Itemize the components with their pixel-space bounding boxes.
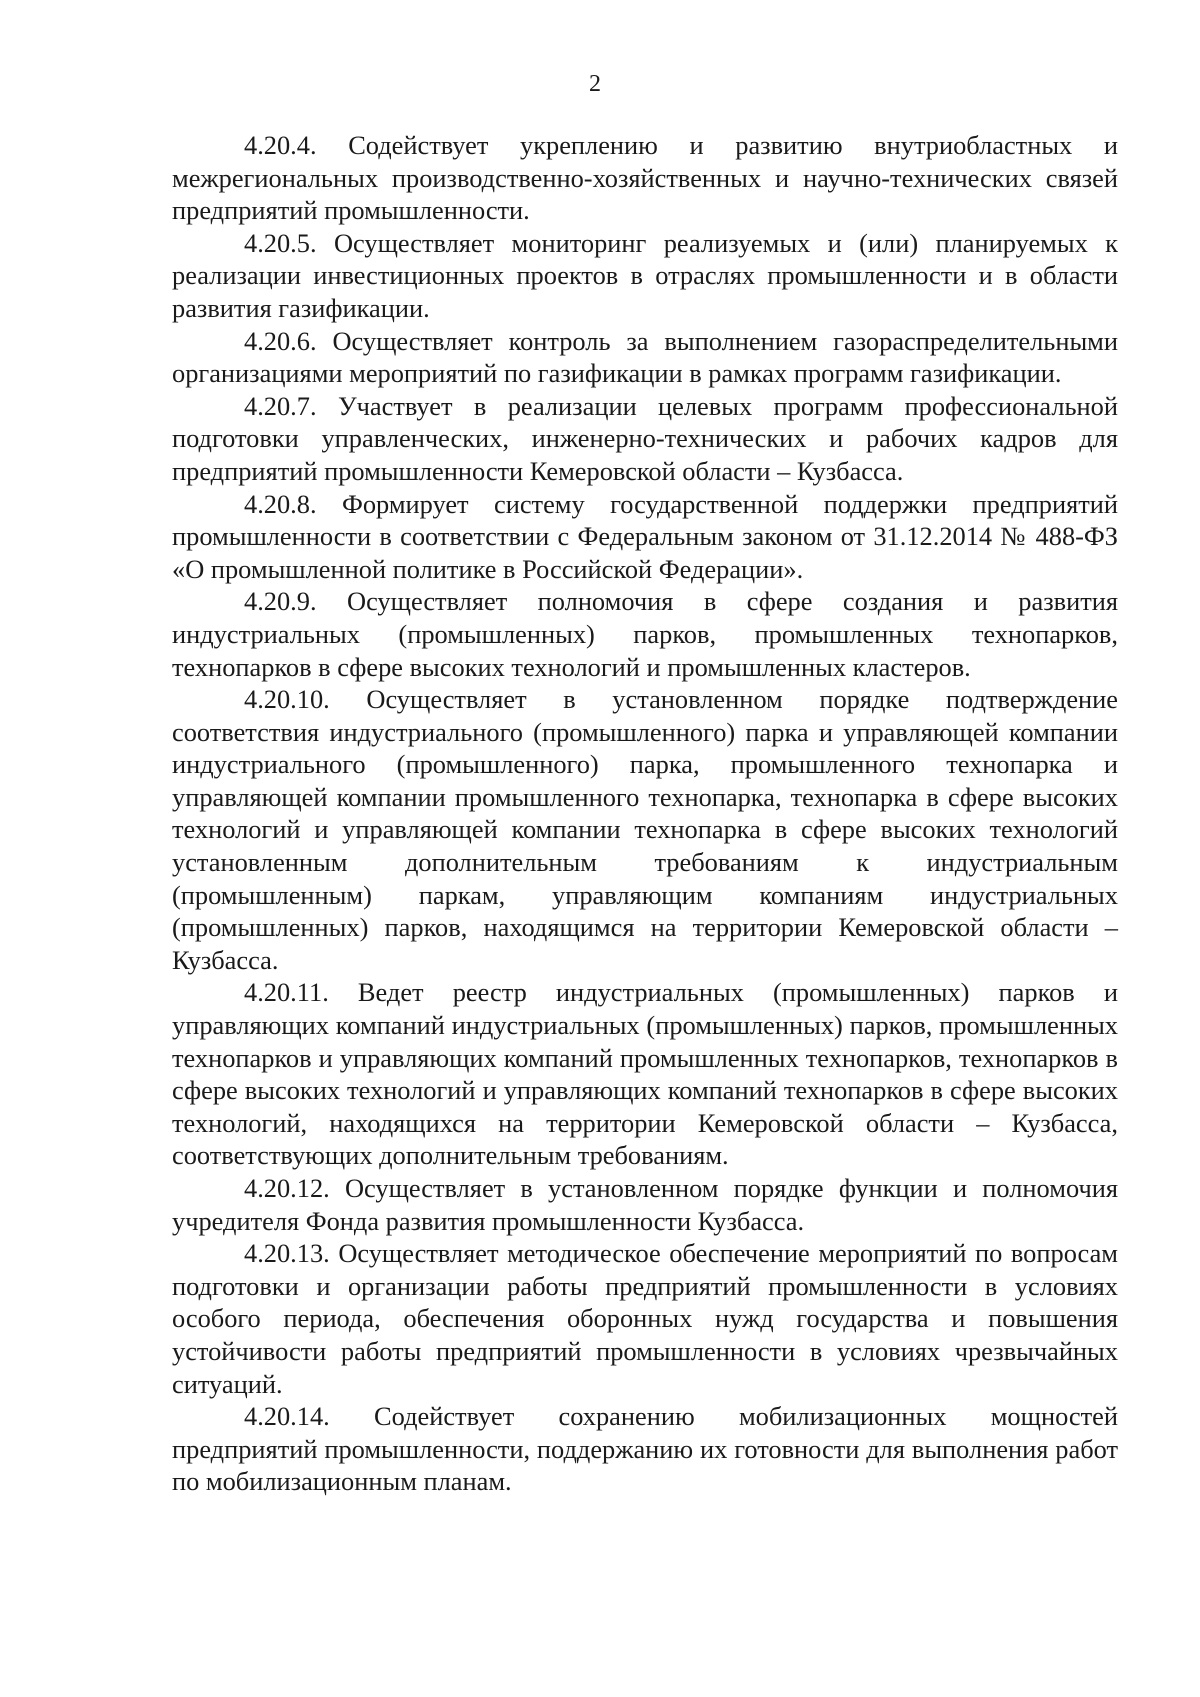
paragraph-4-20-4: 4.20.4. Содействует укреплению и развитию внутриобластных и межрегиональных производственно-хозяйственных и научно-технических связей предприятий промышленности. [172,130,1118,226]
page-number: 2 [589,71,601,97]
paragraph-4-20-5: 4.20.5. Осуществляет мониторинг реализуемых и (или) планируемых к реализации инвестиционных проектов в отраслях промышленности и в области развития газификации. [172,227,1118,323]
paragraph-4-20-14: 4.20.14. Содействует сохранению мобилизационных мощностей предприятий промышленности, поддержанию их готовности для выполнения работ по мобилизационным планам. [172,1401,1118,1497]
document-body [172,129,1118,1498]
paragraph-4-20-8: 4.20.8. Формирует систему государственной поддержки предприятий промышленности в соответствии с Федеральным законом от 31.12.2014 № 488-ФЗ «О промышленной политике в Российской Федерации». [172,488,1118,584]
paragraph-4-20-12: 4.20.12. Осуществляет в установленном порядке функции и полномочия учредителя Фонда развития промышленности Кузбасса. [172,1173,1118,1236]
paragraph-4-20-10: 4.20.10. Осуществляет в установленном порядке подтверждение соответствия индустриального (промышленного) парка и управляющей компании индустриального (промышленного) парка, промышленного технопарка и управляющей компании промышленного технопарка, технопарка в сфере высоких технологий и управляющей компании технопарка в сфере высоких технологий установленным дополнительным требованиям к индустриальным (промышленным) паркам, управляющим компаниям индустриальных (промышленных) парков, находящимся на территории Кемеровской области – Кузбасса. [172,684,1118,975]
paragraph-4-20-11: 4.20.11. Ведет реестр индустриальных (промышленных) парков и управляющих компаний индустриальных (промышленных) парков, промышленных технопарков и управляющих компаний промышленных технопарков, технопарков в сфере высоких технологий и управляющих компаний технопарков в сфере высоких технологий, находящихся на территории Кемеровской области – Кузбасса, соответствующих дополнительным требованиям. [172,977,1118,1171]
paragraph-4-20-9: 4.20.9. Осуществляет полномочия в сфере создания и развития индустриальных (промышленных) парков, промышленных технопарков, технопарков в сфере высоких технологий и промышленных кластеров. [172,586,1118,682]
paragraph-4-20-7: 4.20.7. Участвует в реализации целевых программ профессиональной подготовки управленческих, инженерно-технических и рабочих кадров для предприятий промышленности Кемеровской области – Кузбасса. [172,390,1118,486]
paragraph-4-20-6: 4.20.6. Осуществляет контроль за выполнением газораспределительными организациями мероприятий по газификации в рамках программ газификации. [172,325,1118,389]
paragraph-4-20-13: 4.20.13. Осуществляет методическое обеспечение мероприятий по вопросам подготовки и организации работы предприятий промышленности в условиях особого периода, обеспечения оборонных нужд государства и повышения устойчивости работы предприятий промышленности в условиях чрезвычайных ситуаций. [172,1238,1118,1399]
